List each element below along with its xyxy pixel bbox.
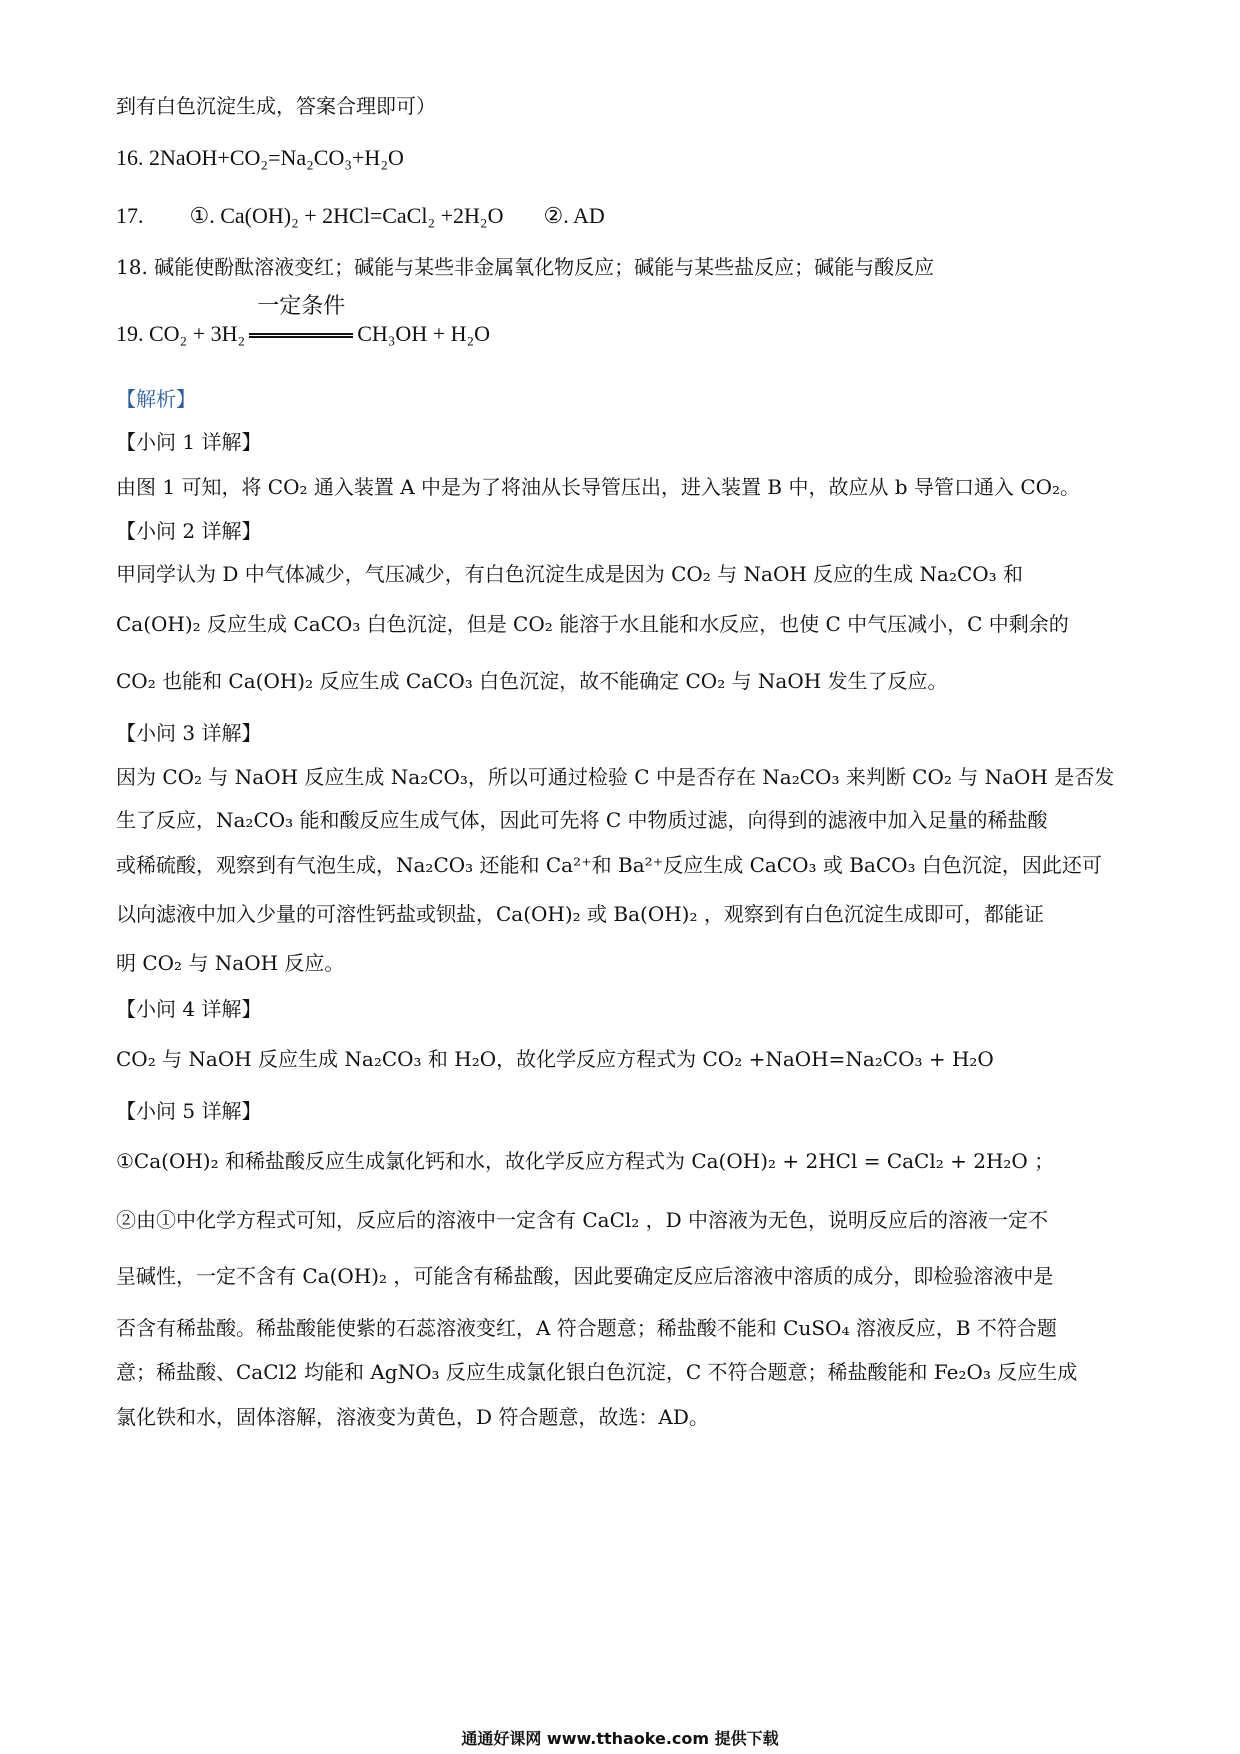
double-line-icon [249,333,353,338]
footer-watermark: 通通好课网 www.tthaoke.com 提供下载 [461,1729,779,1748]
subquestion-2-heading: 【小问 2 详解】 [116,519,262,543]
text-line: 意；稀盐酸、CaCl2 均能和 AgNO₃ 反应生成氯化银白色沉淀，C 不符合题意；稀盐酸能和 Fe₂O₃ 反应生成 [116,1360,1078,1384]
text-line: Ca(OH)₂ 反应生成 CaCO₃ 白色沉淀，但是 CO₂ 能溶于水且能和水反应，也使 C 中气压减小，C 中剩余的 [116,612,1069,636]
text-line: 到有白色沉淀生成，答案合理即可） [116,94,436,118]
text-line: 明 CO₂ 与 NaOH 反应。 [116,951,345,975]
text-line: 甲同学认为 D 中气体减少，气压减少，有白色沉淀生成是因为 CO₂ 与 NaOH 反应的生成 Na₂CO₃ 和 [116,562,1024,586]
answer-19-reactants: 19. CO₂ + 3H₂ [116,321,246,346]
text-line: 因为 CO₂ 与 NaOH 反应生成 Na₂CO₃，所以可通过检验 C 中是否存在 Na₂CO₃ 来判断 CO₂ 与 NaOH 是否发 [116,765,1115,789]
subquestion-5-heading: 【小问 5 详解】 [116,1099,262,1123]
subquestion-1-heading: 【小问 1 详解】 [116,430,262,454]
text-line: ②由①中化学方程式可知，反应后的溶液中一定含有 CaCl₂ ，D 中溶液为无色，说明反应后的溶液一定不 [116,1208,1049,1232]
answer-17-part-1: ①. Ca(OH)₂ + 2HCl=CaCl₂ +2H₂O [189,203,504,228]
answer-17-number: 17. [116,203,144,228]
text-line: 生了反应，Na₂CO₃ 能和酸反应生成气体，因此可先将 C 中物质过滤，向得到的滤液中加入足量的稀盐酸 [116,808,1048,832]
answer-19 [116,293,1140,348]
answer-18: 18. 碱能使酚酞溶液变红；碱能与某些非金属氧化物反应；碱能与某些盐反应；碱能与酸反应 [116,255,935,279]
answer-17-part-2: ②. AD [543,203,605,228]
answer-16: 16. 2NaOH+CO₂=Na₂CO₃+H₂O [116,145,404,170]
text-line: 以向滤液中加入少量的可溶性钙盐或钡盐，Ca(OH)₂ 或 Ba(OH)₂ ，观察到有白色沉淀生成即可，都能证 [116,902,1044,926]
text-line: 氯化铁和水，固体溶解，溶液变为黄色，D 符合题意，故选：AD。 [116,1405,709,1429]
analysis-heading: 【解析】 [116,387,196,411]
text-line: 否含有稀盐酸。稀盐酸能使紫的石蕊溶液变红，A 符合题意；稀盐酸不能和 CuSO₄ 溶液反应，B 不符合题 [116,1316,1057,1340]
text-line: CO₂ 也能和 Ca(OH)₂ 反应生成 CaCO₃ 白色沉淀，故不能确定 CO₂ 与 NaOH 发生了反应。 [116,669,948,693]
answer-17 [116,202,1140,230]
reaction-condition-arrow [249,293,353,348]
subquestion-3-heading: 【小问 3 详解】 [116,721,262,745]
answer-19-products: CH₃OH + H₂O [357,321,491,346]
text-line: ①Ca(OH)₂ 和稀盐酸反应生成氯化钙和水，故化学反应方程式为 Ca(OH)₂ + 2HCl = CaCl₂ + 2H₂O ； [116,1149,1055,1173]
text-line: 呈碱性，一定不含有 Ca(OH)₂ ，可能含有稀盐酸，因此要确定反应后溶液中溶质的成分，即检验溶液中是 [116,1264,1054,1288]
subquestion-4-heading: 【小问 4 详解】 [116,997,262,1021]
reaction-condition-label: 一定条件 [257,293,346,318]
text-line: 或稀硫酸，观察到有气泡生成，Na₂CO₃ 还能和 Ca²⁺和 Ba²⁺反应生成 CaCO₃ 或 BaCO₃ 白色沉淀，因此还可 [116,853,1102,877]
text-line: 由图 1 可知，将 CO₂ 通入装置 A 中是为了将油从长导管压出，进入装置 B 中，故应从 b 导管口通入 CO₂。 [116,475,1081,499]
text-line: CO₂ 与 NaOH 反应生成 Na₂CO₃ 和 H₂O，故化学反应方程式为 CO₂ +NaOH=Na₂CO₃ + H₂O [116,1047,994,1071]
